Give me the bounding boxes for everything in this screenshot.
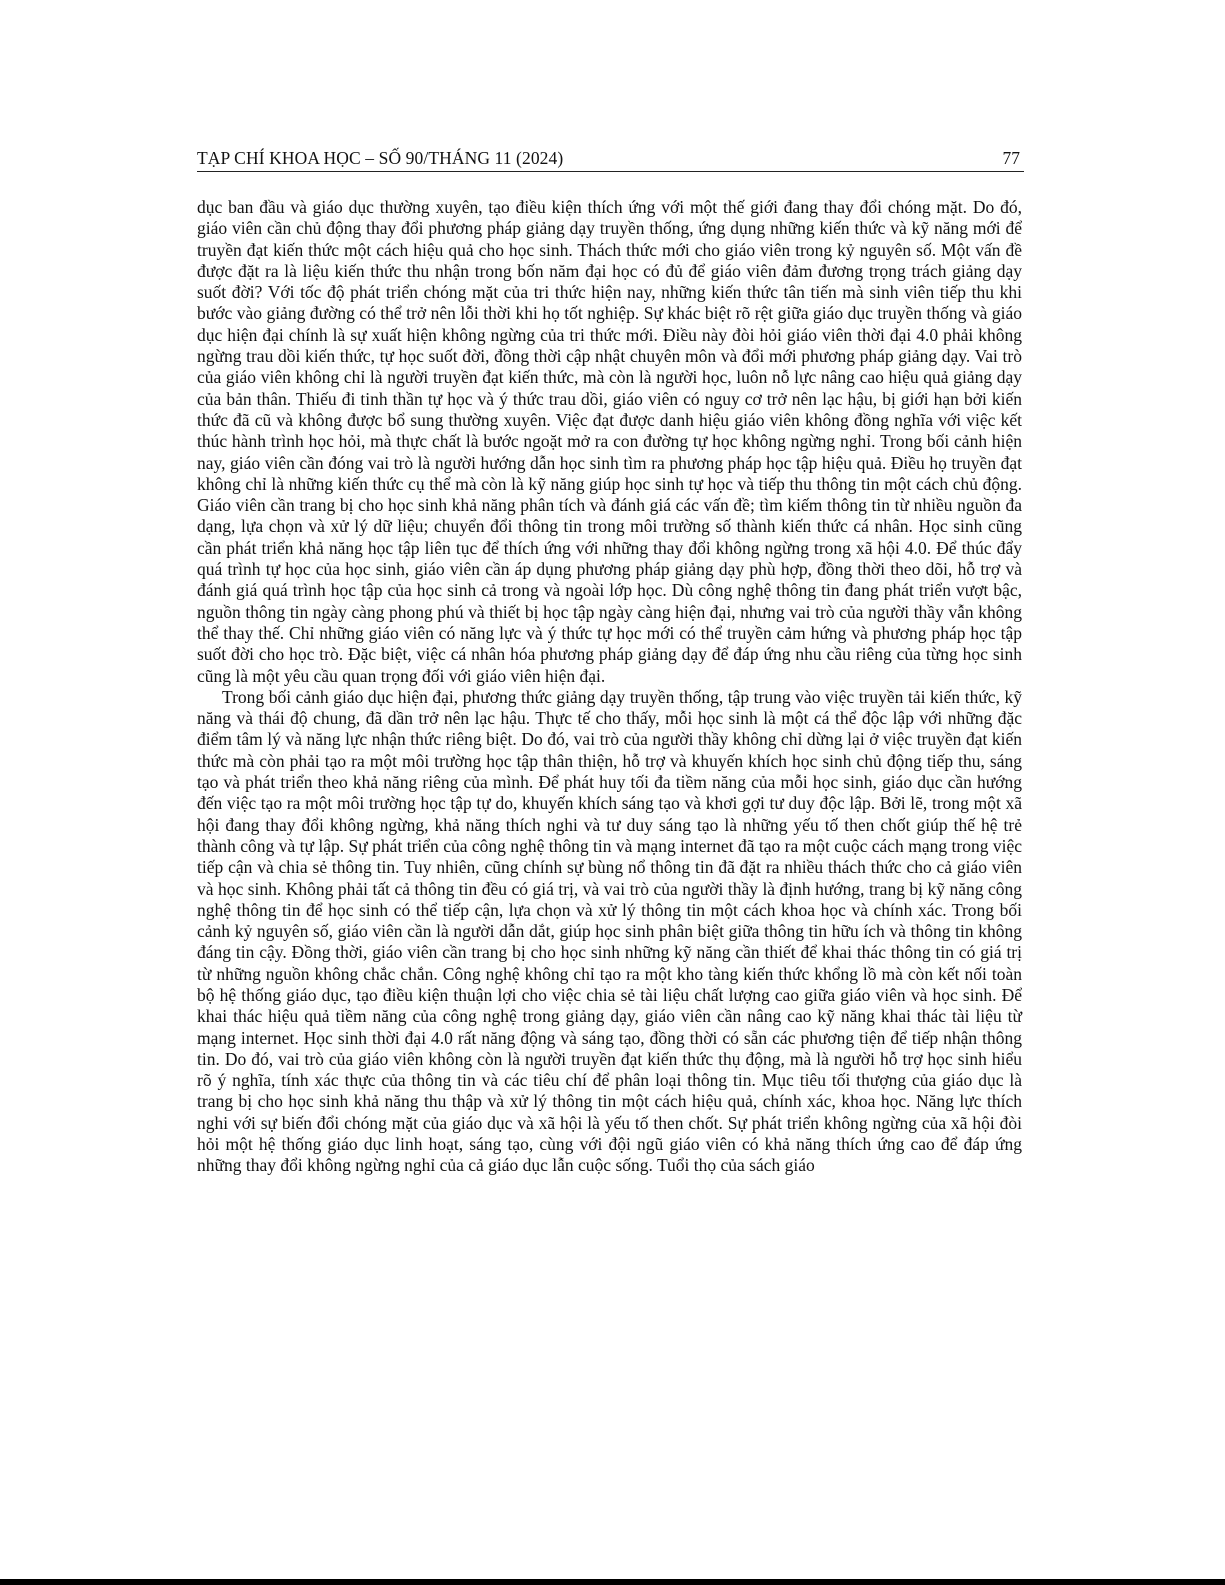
scan-bottom-edge [0, 1579, 1225, 1585]
journal-title: TẠP CHÍ KHOA HỌC – SỐ 90/THÁNG 11 (2024) [197, 148, 564, 168]
page-number: 77 [1002, 148, 1020, 168]
running-header [197, 146, 1024, 172]
paragraph-1: dục ban đầu và giáo dục thường xuyên, tạo điều kiện thích ứng với một thế giới đang thay đổi chóng mặt. Do đó, giáo viên cần chủ động thay đổi phương pháp giảng dạy truyền thống, ứng dụng những kiến thức và kỹ năng mới để truyền đạt kiến thức một cách hiệu quả cho học sinh. Thách thức mới cho giáo viên trong kỷ nguyên số. Một vấn đề được đặt ra là liệu kiến thức thu nhận trong bốn năm đại học có đủ để giáo viên đảm đương trọng trách giảng dạy suốt đời? Với tốc độ phát triển chóng mặt của tri thức hiện nay, những kiến thức tân tiến mà sinh viên tiếp thu khi bước vào giảng đường có thể trở nên lỗi thời khi họ tốt nghiệp. Sự khác biệt rõ rệt giữa giáo dục truyền thống và giáo dục hiện đại chính là sự xuất hiện không ngừng của tri thức mới. Điều này đòi hỏi giáo viên thời đại 4.0 phải không ngừng trau dồi kiến thức, tự học suốt đời, đồng thời cập nhật chuyên môn và đổi mới phương pháp giảng dạy. Vai trò của giáo viên không chỉ là người truyền đạt kiến thức, mà còn là người học, luôn nỗ lực nâng cao hiệu quả giảng dạy của bản thân. Thiếu đi tinh thần tự học và ý thức trau dồi, giáo viên có nguy cơ trở nên lạc hậu, bị giới hạn bởi kiến thức đã cũ và không được bổ sung thường xuyên. Việc đạt được danh hiệu giáo viên không đồng nghĩa với việc kết thúc hành trình học hỏi, mà thực chất là bước ngoặt mở ra con đường tự học không ngừng nghỉ. Trong bối cảnh hiện nay, giáo viên cần đóng vai trò là người hướng dẫn học sinh tìm ra phương pháp học tập hiệu quả. Điều họ truyền đạt không chỉ là những kiến thức cụ thể mà còn là kỹ năng giúp học sinh tự học và tiếp thu thông tin một cách chủ động. Giáo viên cần trang bị cho học sinh khả năng phân tích và đánh giá các vấn đề; tìm kiếm thông tin từ nhiều nguồn đa dạng, lựa chọn và xử lý dữ liệu; chuyển đổi thông tin trong môi trường số thành kiến thức cá nhân. Học sinh cũng cần phát triển khả năng học tập liên tục để thích ứng với những thay đổi không ngừng trong xã hội 4.0. Để thúc đẩy quá trình tự học của học sinh, giáo viên cần áp dụng phương pháp giảng dạy phù hợp, đồng thời theo dõi, hỗ trợ và đánh giá quá trình học tập của học sinh cả trong và ngoài lớp học. Dù công nghệ thông tin đang phát triển vượt bậc, nguồn thông tin ngày càng phong phú và thiết bị học tập ngày càng hiện đại, nhưng vai trò của người thầy vẫn không thể thay thế. Chỉ những giáo viên có năng lực và ý thức tự học mới có thể truyền cảm hứng và phương pháp học tập suốt đời cho học trò. Đặc biệt, việc cá nhân hóa phương pháp giảng dạy để đáp ứng nhu cầu riêng của từng học sinh cũng là một yêu cầu quan trọng đối với giáo viên hiện đại. [197, 197, 1022, 686]
paragraph-2: Trong bối cảnh giáo dục hiện đại, phương thức giảng dạy truyền thống, tập trung vào việc truyền tải kiến thức, kỹ năng và thái độ chung, đã dần trở nên lạc hậu. Thực tế cho thấy, mỗi học sinh là một cá thể độc lập với những đặc điểm tâm lý và năng lực nhận thức riêng biệt. Do đó, vai trò của người thầy không chỉ dừng lại ở việc truyền đạt kiến thức mà còn phải tạo ra một môi trường học tập thân thiện, hỗ trợ và khuyến khích học sinh chủ động tiếp thu, sáng tạo và phát triển theo khả năng riêng của mình. Để phát huy tối đa tiềm năng của mỗi học sinh, giáo dục cần hướng đến việc tạo ra một môi trường học tập tự do, khuyến khích sáng tạo và khơi gợi tư duy độc lập. Bởi lẽ, trong một xã hội đang thay đổi không ngừng, khả năng thích nghi và tư duy sáng tạo là những yếu tố then chốt giúp thế hệ trẻ thành công và tự lập. Sự phát triển của công nghệ thông tin và mạng internet đã tạo ra một cuộc cách mạng trong việc tiếp cận và chia sẻ thông tin. Tuy nhiên, cũng chính sự bùng nổ thông tin đã đặt ra nhiều thách thức cho cả giáo viên và học sinh. Không phải tất cả thông tin đều có giá trị, và vai trò của người thầy là định hướng, trang bị kỹ năng công nghệ thông tin để học sinh có thể tiếp cận, lựa chọn và xử lý thông tin một cách khoa học và chính xác. Trong bối cảnh kỷ nguyên số, giáo viên cần là người dẫn dắt, giúp học sinh phân biệt giữa thông tin hữu ích và thông tin không đáng tin cậy. Đồng thời, giáo viên cần trang bị cho học sinh những kỹ năng cần thiết để khai thác thông tin có giá trị từ những nguồn không chắc chắn. Công nghệ không chỉ tạo ra một kho tàng kiến thức khổng lồ mà còn kết nối toàn bộ hệ thống giáo dục, tạo điều kiện thuận lợi cho việc chia sẻ tài liệu chất lượng cao giữa giáo viên và học sinh. Để khai thác hiệu quả tiềm năng của công nghệ trong giảng dạy, giáo viên cần nâng cao kỹ năng khai thác tài liệu từ mạng internet. Học sinh thời đại 4.0 rất năng động và sáng tạo, đồng thời có sẵn các phương tiện để tiếp nhận thông tin. Do đó, vai trò của giáo viên không còn là người truyền đạt kiến thức thụ động, mà là người hỗ trợ học sinh hiểu rõ ý nghĩa, tính xác thực của thông tin và các tiêu chí để phân loại thông tin. Mục tiêu tối thượng của giáo dục là trang bị cho học sinh khả năng thu thập và xử lý thông tin một cách hiệu quả, chính xác, khoa học. Năng lực thích nghi với sự biến đổi chóng mặt của giáo dục và xã hội là yếu tố then chốt. Sự phát triển không ngừng của xã hội đòi hỏi một hệ thống giáo dục linh hoạt, sáng tạo, cùng với đội ngũ giáo viên có khả năng thích ứng cao để đáp ứng những thay đổi không ngừng nghỉ của cả giáo dục lẫn cuộc sống. Tuổi thọ của sách giáo [197, 686, 1022, 1176]
article-body [197, 197, 1022, 1177]
